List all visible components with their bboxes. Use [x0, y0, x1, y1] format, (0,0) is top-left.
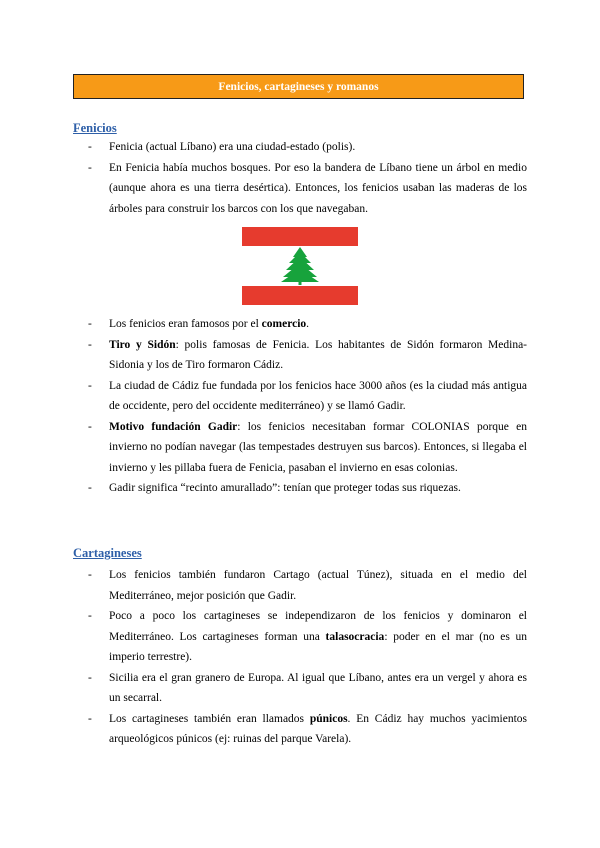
document-title: [73, 74, 524, 99]
list-item: - La ciudad de Cádiz fue fundada por los fenicios hace 3000 años (es la ciudad más antigua de occidente, pero del occidente mediterráneo) y se llamó Gadir.: [88, 379, 527, 412]
list-item: - Motivo fundación Gadir: los fenicios necesitaban formar COLONIAS porque en invierno no podían navegar (las tempestades destruyen sus barcos). Entonces, si llegaba el invierno y les pillaba fuera de Fenicia, pasaban el invierno en esas colonias.: [88, 420, 527, 474]
list-item: - Gadir significa “recinto amurallado”: tenían que proteger todas sus riquezas.: [88, 482, 461, 494]
flag-bottom-stripe: [242, 286, 358, 305]
heading-cartagineses: Cartagineses: [73, 546, 142, 560]
list-item: - Tiro y Sidón: polis famosas de Fenicia. Los habitantes de Sidón formaron Medina-Sidonia y los de Tiro formaron Cádiz.: [88, 338, 528, 371]
list-item: - Fenicia (actual Líbano) era una ciudad-estado (polis).: [88, 141, 356, 153]
fenicios-list-top: [73, 137, 527, 219]
lebanon-flag-icon: [242, 227, 358, 305]
list-item: - Los fenicios también fundaron Cartago (actual Túnez), situada en el medio del Mediterráneo, mejor posición que Gadir.: [88, 569, 527, 602]
cartagineses-list: [73, 565, 527, 750]
document-title-text: Fenicios, cartagineses y romanos: [218, 80, 379, 93]
list-item: - Sicilia era el gran granero de Europa. Al igual que Líbano, antes era un vergel y ahora es un secarral.: [88, 671, 527, 704]
list-item: - Los fenicios eran famosos por el comercio.: [88, 318, 310, 330]
heading-fenicios: Fenicios: [73, 121, 117, 135]
list-item: - En Fenicia había muchos bosques. Por eso la bandera de Líbano tiene un árbol en medio (aunque ahora es una tierra desértica). Entonces, los fenicios usaban las maderas de los árboles para construir los barcos con los que navegaban.: [88, 161, 527, 215]
fenicios-list-bottom: [73, 314, 527, 499]
flag-top-stripe: [242, 227, 358, 246]
list-item: - Los cartagineses también eran llamados púnicos. En Cádiz hay muchos yacimientos arqueológicos púnicos (ej: ruinas del parque Varela).: [88, 712, 527, 745]
list-item: - Poco a poco los cartagineses se independizaron de los fenicios y dominaron el Mediterráneo. Los cartagineses forman una talasocracia: poder en el mar (no es un imperio terrestre).: [88, 610, 527, 663]
